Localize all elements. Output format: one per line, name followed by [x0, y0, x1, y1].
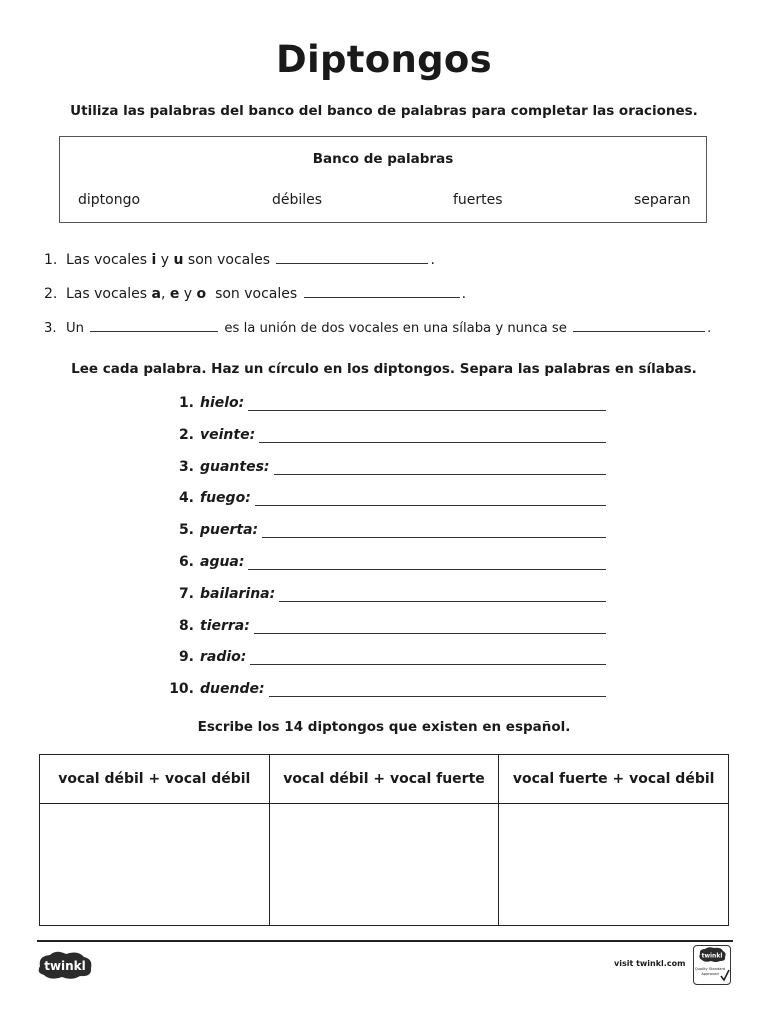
syllable-answer-line[interactable] — [269, 682, 606, 697]
syllable-answer-line[interactable] — [279, 587, 606, 602]
page-title: Diptongos — [276, 38, 492, 81]
syllable-answer-line[interactable] — [274, 460, 606, 475]
answer-blank[interactable] — [276, 249, 428, 264]
answer-cell[interactable] — [40, 804, 270, 926]
word-label: duende: — [200, 681, 265, 698]
word-number: 9. — [178, 649, 194, 666]
diphthong-table — [39, 754, 729, 926]
bank-word: débiles — [272, 192, 323, 208]
word-number: 3. — [178, 458, 194, 475]
word-label: guantes: — [200, 458, 270, 475]
word-row — [160, 554, 606, 570]
word-row — [160, 586, 606, 602]
svg-text:Quality Standard: Quality Standard — [694, 967, 726, 971]
quality-badge — [693, 945, 731, 985]
word-row — [160, 427, 606, 443]
syllable-answer-line[interactable] — [248, 396, 606, 411]
svg-text:Approved: Approved — [701, 972, 719, 976]
bank-word: fuertes — [453, 192, 503, 208]
svg-text:twinkl: twinkl — [701, 952, 723, 960]
word-label: veinte: — [200, 426, 256, 443]
footer-divider — [37, 940, 733, 942]
word-row — [160, 618, 606, 634]
word-number: 10. — [169, 681, 194, 698]
syllable-answer-line[interactable] — [248, 555, 606, 570]
svg-text:twinkl: twinkl — [44, 959, 86, 973]
answer-blank[interactable] — [573, 317, 705, 332]
syllable-answer-line[interactable] — [250, 650, 606, 665]
syllable-answer-line[interactable] — [259, 428, 606, 443]
syllable-answer-line[interactable] — [254, 619, 606, 634]
instruction-syllables: Lee cada palabra. Haz un círculo en los diptongos. Separa las palabras en sílabas. — [71, 361, 697, 377]
answer-blank[interactable] — [90, 317, 218, 332]
word-number: 4. — [178, 490, 194, 507]
syllable-answer-line[interactable] — [255, 491, 606, 506]
answer-blank[interactable] — [304, 283, 460, 298]
word-number: 2. — [178, 426, 194, 443]
word-label: puerta: — [200, 522, 259, 539]
word-label: bailarina: — [200, 585, 276, 602]
sentence-2: 2. Las vocales a, e y o son vocales . — [44, 283, 466, 302]
table-header: vocal débil + vocal débil — [40, 755, 270, 804]
word-number: 7. — [178, 585, 194, 602]
bank-word: separan — [634, 192, 691, 208]
word-row — [160, 459, 606, 475]
answer-cell[interactable] — [499, 804, 729, 926]
word-label: fuego: — [200, 490, 251, 507]
word-row — [160, 681, 606, 697]
table-header: vocal débil + vocal fuerte — [269, 755, 499, 804]
instruction-diphthongs: Escribe los 14 diptongos que existen en español. — [197, 719, 571, 735]
visit-link[interactable]: visit twinkl.com — [614, 959, 686, 968]
word-bank-box — [59, 136, 707, 223]
table-header: vocal fuerte + vocal débil — [499, 755, 729, 804]
word-bank-title: Banco de palabras — [312, 151, 454, 167]
word-number: 5. — [178, 522, 194, 539]
answer-cell[interactable] — [269, 804, 499, 926]
syllable-answer-line[interactable] — [262, 523, 606, 538]
word-label: radio: — [200, 649, 247, 666]
twinkl-logo — [36, 950, 94, 980]
word-row — [160, 649, 606, 665]
word-row — [160, 490, 606, 506]
sentence-3: 3. Un es la unión de dos vocales en una sílaba y nunca se . — [44, 317, 711, 336]
word-number: 8. — [178, 617, 194, 634]
word-label: hielo: — [200, 395, 245, 411]
word-row — [160, 522, 606, 538]
sentence-1: 1. Las vocales i y u son vocales . — [44, 249, 435, 268]
bank-word: diptongo — [78, 192, 141, 208]
word-row — [160, 395, 606, 411]
word-label: agua: — [200, 554, 245, 570]
word-number: 1. — [178, 395, 194, 411]
word-label: tierra: — [200, 617, 250, 634]
word-number: 6. — [178, 554, 194, 570]
instruction-word-bank: Utiliza las palabras del banco del banco de palabras para completar las oraciones. — [70, 103, 698, 119]
